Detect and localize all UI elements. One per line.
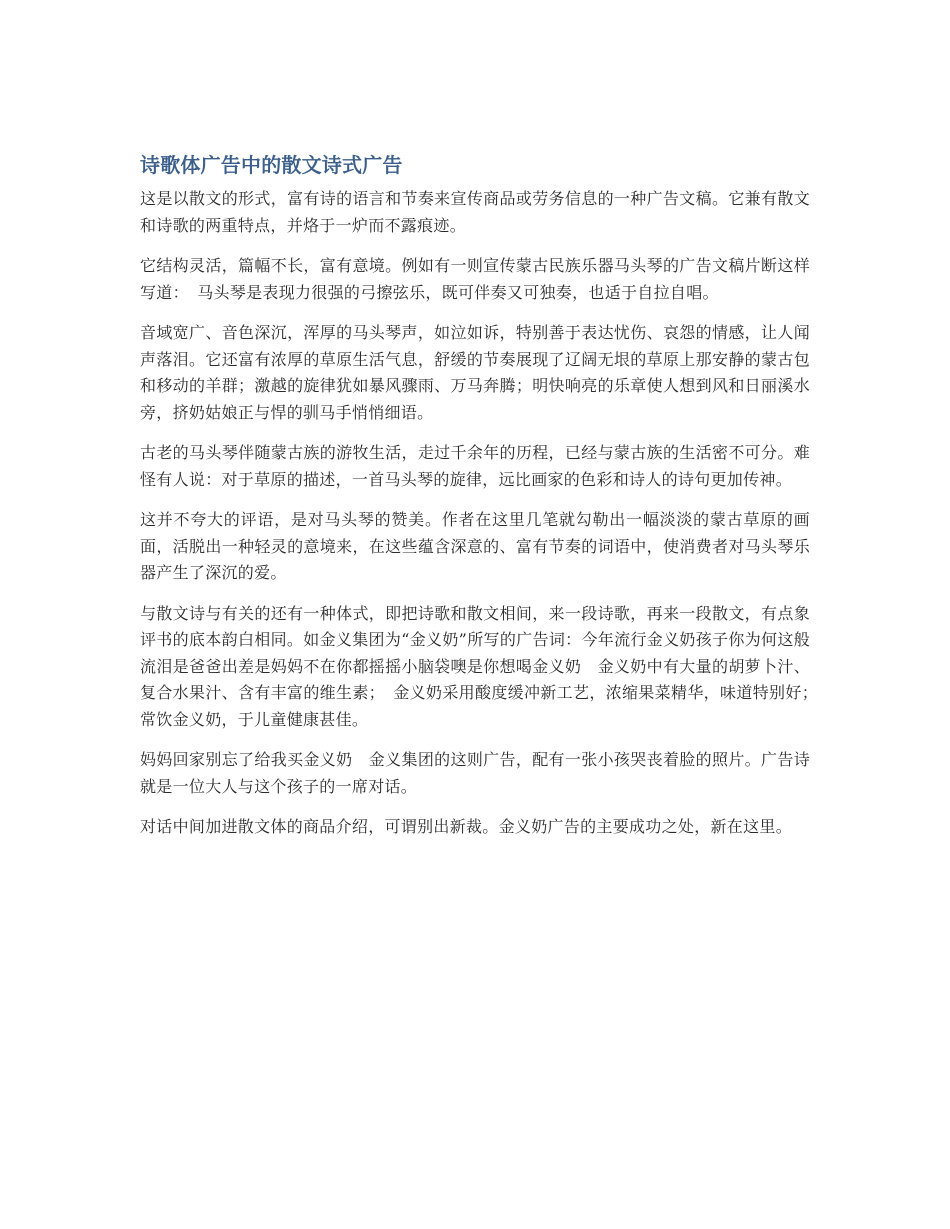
paragraph-3: 音域宽广、音色深沉，浑厚的马头琴声，如泣如诉，特别善于表达忧伤、哀怨的情感，让人闻声落泪。它还富有浓厚的草原生活气息，舒缓的节奏展现了辽阔无垠的草原上那安静的蒙古包和移动的羊群；激越的旋律犹如暴风骤雨、万马奔腾；明快响亮的乐章使人想到风和日丽溪水旁，挤奶姑娘正与悍的驯马手悄悄细语。 [140, 323, 810, 422]
document-title: 诗歌体广告中的散文诗式广告 [140, 153, 403, 177]
paragraph-5: 这并不夸大的评语，是对马头琴的赞美。作者在这里几笔就勾勒出一幅淡淡的蒙古草原的画面，活脱出一种轻灵的意境来，在这些蕴含深意的、富有节奏的词语中，使消费者对马头琴乐器产生了深沉的爱。 [140, 510, 810, 582]
paragraph-4: 古老的马头琴伴随蒙古族的游牧生活，走过千余年的历程，已经与蒙古族的生活密不可分。难怪有人说：对于草原的描述，一首马头琴的旋律，远比画家的色彩和诗人的诗句更加传神。 [140, 443, 810, 489]
paragraph-1: 这是以散文的形式，富有诗的语言和节奏来宣传商品或劳务信息的一种广告文稿。它兼有散文和诗歌的两重特点，并烙于一炉而不露痕迹。 [140, 189, 810, 235]
paragraph-8: 对话中间加进散文体的商品介绍，可谓别出新裁。金义奶广告的主要成功之处，新在这里。 [140, 817, 793, 836]
document-page [140, 150, 827, 855]
paragraph-7: 妈妈回家别忘了给我买金义奶 金义集团的这则广告，配有一张小孩哭丧着脸的照片。广告诗就是一位大人与这个孩子的一席对话。 [140, 750, 810, 796]
paragraph-6: 与散文诗与有关的还有一种体式，即把诗歌和散文相间，来一段诗歌，再来一段散文，有点象评书的底本韵白相同。如金义集团为“金义奶”所写的广告词：今年流行金义奶孩子你为何这般流泪是爸爸出差是妈妈不在你都摇摇小脑袋噢是你想喝金义奶 金义奶中有大量的胡萝卜汁、复合水果汁、含有丰富的维生素； 金义奶采用酸度缓冲新工艺，浓缩果菜精华，味道特别好； 常饮金义奶，于儿童健康甚佳。 [140, 603, 827, 729]
paragraph-2: 它结构灵活，篇幅不长，富有意境。例如有一则宣传蒙古民族乐器马头琴的广告文稿片断这样写道： 马头琴是表现力很强的弓擦弦乐，既可伴奏又可独奏，也适于自拉自唱。 [140, 256, 810, 302]
